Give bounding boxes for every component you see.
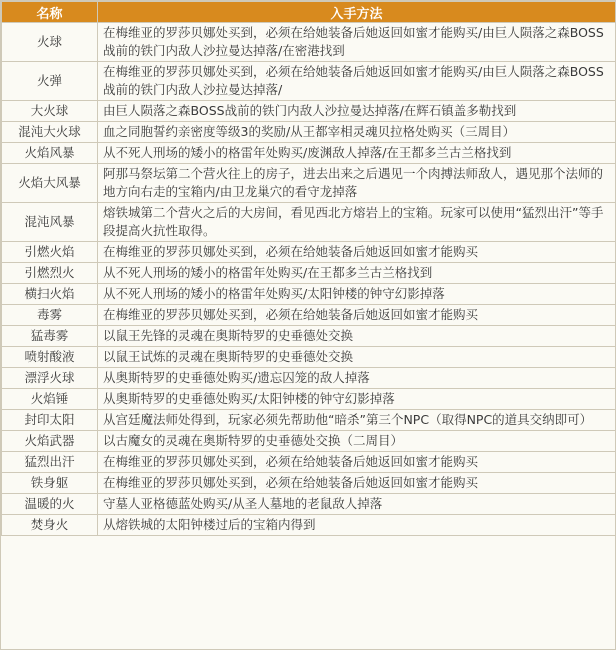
spell-name: 引燃烈火 [2, 263, 98, 284]
table-row [2, 242, 616, 263]
acquisition-method: 从不死人刑场的矮小的格雷年处购买/废渊敌人掉落/在王都多兰古兰格找到 [98, 143, 616, 164]
spell-name: 大火球 [2, 101, 98, 122]
table-row [2, 23, 616, 62]
table-row [2, 326, 616, 347]
acquisition-method: 以鼠王先锋的灵魂在奥斯特罗的史垂德处交换 [98, 326, 616, 347]
spell-name: 火焰武器 [2, 431, 98, 452]
table-row [2, 347, 616, 368]
table-row [2, 368, 616, 389]
table-row [2, 203, 616, 242]
spell-name: 火焰锤 [2, 389, 98, 410]
spell-name: 火球 [2, 23, 98, 62]
acquisition-method: 在梅维亚的罗莎贝娜处买到，必须在给她装备后她返回如蜜才能购买 [98, 452, 616, 473]
table-body [2, 23, 616, 536]
spell-name: 引燃火焰 [2, 242, 98, 263]
acquisition-method: 由巨人陨落之森BOSS战前的铁门内敌人沙拉曼达掉落/在辉石镇盖多勒找到 [98, 101, 616, 122]
table-row [2, 410, 616, 431]
spell-name: 火焰大风暴 [2, 164, 98, 203]
spell-name: 漂浮火球 [2, 368, 98, 389]
acquisition-method: 熔铁城第二个营火之后的大房间，看见西北方熔岩上的宝箱。玩家可以使用“猛烈出汗”等手段提高火抗性取得。 [98, 203, 616, 242]
spell-name: 封印太阳 [2, 410, 98, 431]
table-row [2, 263, 616, 284]
acquisition-method: 从宫廷魔法师处得到，玩家必须先帮助他“暗杀”第三个NPC（取得NPC的道具交纳即可） [98, 410, 616, 431]
acquisition-method: 从不死人刑场的矮小的格雷年处购买/在王都多兰古兰格找到 [98, 263, 616, 284]
acquisition-method: 在梅维亚的罗莎贝娜处买到，必须在给她装备后她返回如蜜才能购买 [98, 242, 616, 263]
table-row [2, 452, 616, 473]
acquisition-method: 血之同胞誓约亲密度等级3的奖励/从王都宰相灵魂贝拉格处购买（三周目） [98, 122, 616, 143]
table-row [2, 62, 616, 101]
acquisition-method: 在梅维亚的罗莎贝娜处买到，必须在给她装备后她返回如蜜才能购买 [98, 473, 616, 494]
header-method: 入手方法 [98, 2, 616, 23]
acquisition-method: 从不死人刑场的矮小的格雷年处购买/太阳钟楼的钟守幻影掉落 [98, 284, 616, 305]
table-row [2, 164, 616, 203]
table-row [2, 494, 616, 515]
table-row [2, 389, 616, 410]
spell-name: 猛毒雾 [2, 326, 98, 347]
acquisition-method: 从奥斯特罗的史垂德处购买/遗忘囚笼的敌人掉落 [98, 368, 616, 389]
spell-acquisition-table [1, 1, 616, 536]
acquisition-method: 在梅维亚的罗莎贝娜处买到，必须在给她装备后她返回如蜜才能购买 [98, 305, 616, 326]
table-row [2, 284, 616, 305]
acquisition-method: 阿那马祭坛第二个营火往上的房子，进去出来之后遇见一个肉搏法师敌人，遇见那个法师的地方向右走的宝箱内/由卫龙巢穴的看守龙掉落 [98, 164, 616, 203]
table-row [2, 473, 616, 494]
spell-name: 横扫火焰 [2, 284, 98, 305]
spell-name: 混沌风暴 [2, 203, 98, 242]
table-row [2, 305, 616, 326]
table-row [2, 515, 616, 536]
header-name: 名称 [2, 2, 98, 23]
acquisition-method: 在梅维亚的罗莎贝娜处买到，必须在给她装备后她返回如蜜才能购买/由巨人陨落之森BOSS战前的铁门内敌人沙拉曼达掉落/在密港找到 [98, 23, 616, 62]
table-row [2, 431, 616, 452]
spell-name: 火弹 [2, 62, 98, 101]
spell-name: 焚身火 [2, 515, 98, 536]
spell-name: 火焰风暴 [2, 143, 98, 164]
acquisition-method: 从奥斯特罗的史垂德处购买/太阳钟楼的钟守幻影掉落 [98, 389, 616, 410]
spell-name: 猛烈出汗 [2, 452, 98, 473]
table-row [2, 122, 616, 143]
acquisition-method: 以古魔女的灵魂在奥斯特罗的史垂德处交换（二周目） [98, 431, 616, 452]
acquisition-method: 在梅维亚的罗莎贝娜处买到，必须在给她装备后她返回如蜜才能购买/由巨人陨落之森BOSS战前的铁门内敌人沙拉曼达掉落/ [98, 62, 616, 101]
acquisition-method: 从熔铁城的太阳钟楼过后的宝箱内得到 [98, 515, 616, 536]
spell-name: 铁身躯 [2, 473, 98, 494]
spell-name: 混沌大火球 [2, 122, 98, 143]
table-row [2, 143, 616, 164]
spell-name: 毒雾 [2, 305, 98, 326]
spell-name: 温暖的火 [2, 494, 98, 515]
acquisition-method: 以鼠王试炼的灵魂在奥斯特罗的史垂德处交换 [98, 347, 616, 368]
acquisition-method: 守墓人亚格德蓝处购买/从圣人墓地的老鼠敌人掉落 [98, 494, 616, 515]
spell-name: 喷射酸液 [2, 347, 98, 368]
table-header-row [2, 2, 616, 23]
table-row [2, 101, 616, 122]
